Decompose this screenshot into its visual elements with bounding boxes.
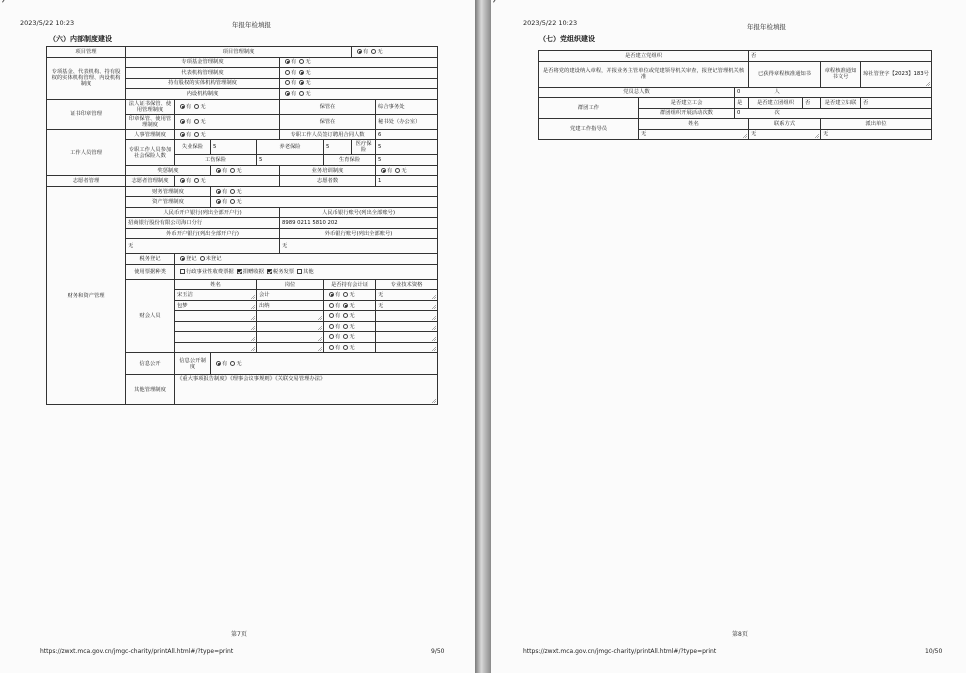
field-label: 是否建立党组织 (539, 51, 749, 62)
field-label: 生育保险 (324, 155, 376, 166)
field-label: 是否建立工会 (639, 98, 735, 109)
field-label: 信息公开 (126, 353, 175, 375)
row-label: 志愿者管理 (47, 176, 126, 187)
radio-yes-icon[interactable] (381, 168, 386, 173)
field-label: 项目管理制度 (126, 47, 352, 58)
radio-no-icon[interactable] (194, 119, 199, 124)
name-cell[interactable] (175, 311, 257, 322)
title-cell[interactable]: 无 (376, 300, 438, 311)
field-value: 6 (376, 129, 438, 140)
radio-no-icon[interactable] (343, 313, 348, 318)
column-header: 外币开户银行(列出全部开户行) (126, 228, 280, 239)
radio-yes-icon[interactable] (216, 189, 221, 194)
field-value: 无 (280, 239, 438, 254)
radio-group[interactable]: 有 无 (175, 99, 280, 114)
radio-no-icon[interactable] (395, 168, 400, 173)
print-page-count: 9/50 (431, 648, 445, 655)
field-value: 秘书处（办公室） (376, 114, 438, 129)
field-value: 5 (376, 140, 438, 155)
members-value: 0 (737, 89, 741, 96)
radio-yes-icon[interactable] (329, 324, 334, 329)
field-label: 医疗保险 (352, 140, 376, 155)
radio-yes-icon[interactable] (329, 334, 334, 339)
field-label: 印章保管、使用管理制度 (126, 114, 175, 129)
post-cell[interactable] (257, 342, 324, 353)
row-label: 工作人员管理 (47, 129, 126, 176)
field-label: 代表机构管理制度 (126, 68, 280, 79)
radio-no-icon[interactable] (194, 178, 199, 183)
field-value: 否 (803, 98, 821, 109)
field-label: 是否建立团组织 (749, 98, 803, 109)
checkbox-icon[interactable] (180, 269, 185, 274)
field-label: 资产管理制度 (126, 197, 211, 208)
field-label: 保管在 (280, 114, 376, 129)
radio-no-icon[interactable] (230, 168, 235, 173)
radio-yes-icon[interactable] (329, 292, 334, 297)
radio-group[interactable]: 有 无 (211, 186, 438, 197)
field-value: 5 (324, 140, 352, 155)
radio-group[interactable]: 有 无 (324, 290, 376, 301)
checkbox-checked-icon[interactable] (267, 269, 272, 274)
table-row (47, 176, 438, 187)
print-page-count: 10/50 (925, 648, 943, 655)
field-value: 否 (861, 98, 932, 109)
column-header: 派出单位 (821, 119, 932, 130)
radio-group[interactable]: 有 无 (324, 321, 376, 332)
radio-group[interactable]: 有 无 (324, 311, 376, 322)
field-label: 使用票据种类 (126, 264, 175, 279)
column-header: 专业技术资格 (376, 279, 438, 290)
activities-value: 0 (737, 110, 741, 117)
radio-yes-icon[interactable] (285, 80, 290, 85)
radio-registered-icon[interactable] (180, 256, 185, 261)
field-label: 财务管理制度 (126, 186, 211, 197)
radio-no-icon[interactable] (230, 199, 235, 204)
field-label: 人事管理制度 (126, 129, 175, 140)
table-row (47, 47, 438, 58)
radio-no-icon[interactable] (299, 80, 304, 85)
field-label: 章程核准通知书文号 (821, 61, 861, 87)
radio-group[interactable]: 有 无 (352, 47, 438, 58)
field-value: 5 (257, 155, 324, 166)
radio-no-icon[interactable] (343, 345, 348, 350)
row-label: 专项基金、代表机构、持有股权的实体机构管理、内设机构制度 (47, 57, 126, 99)
print-page-left (0, 0, 475, 673)
radio-yes-icon[interactable] (285, 70, 290, 75)
field-value (735, 87, 932, 98)
column-header: 联系方式 (749, 119, 821, 130)
section-title: （七）党组织建设 (539, 35, 595, 43)
field-value: 招商银行股份有限公司海口分行 (126, 218, 280, 229)
radio-no-icon[interactable] (194, 104, 199, 109)
radio-no-icon[interactable] (230, 361, 235, 366)
field-value (735, 108, 932, 119)
radio-no-icon[interactable] (299, 59, 304, 64)
field-label: 法人证书保管、使用管理制度 (126, 99, 175, 114)
activities-unit: 次 (774, 110, 780, 117)
radio-no-icon[interactable] (343, 324, 348, 329)
radio-yes-icon[interactable] (329, 313, 334, 318)
field-value: 5 (211, 140, 257, 155)
column-header: 姓名 (639, 119, 749, 130)
post-cell[interactable] (257, 311, 324, 322)
column-header: 岗位 (257, 279, 324, 290)
column-header: 人民币银行账号(列出全部账号) (280, 207, 438, 218)
field-label: 志愿者管理制度 (126, 176, 175, 187)
name-cell[interactable]: 包梦 (175, 300, 257, 311)
field-label: 其他管理制度 (126, 375, 175, 405)
title-cell[interactable] (376, 321, 438, 332)
field-label: 党员总人数 (539, 87, 735, 98)
print-timestamp: 2023/5/22 10:23 (523, 19, 578, 27)
title-cell[interactable] (376, 332, 438, 343)
row-label: 群团工作 (539, 98, 639, 119)
row-label: 财务和资产管理 (47, 186, 126, 405)
title-cell[interactable] (376, 311, 438, 322)
table-row (539, 87, 932, 98)
instructor-unit[interactable]: 无 (821, 129, 932, 140)
page-number: 第8页 (732, 631, 748, 638)
table-row (539, 98, 932, 109)
party-table (538, 50, 932, 140)
column-header: 姓名 (175, 279, 257, 290)
checkbox-group[interactable]: 行政事业性收费票据 捐赠收据 税务发票 其他 (175, 264, 438, 279)
radio-yes-icon[interactable] (285, 91, 290, 96)
radio-yes-icon[interactable] (285, 59, 290, 64)
radio-yes-icon[interactable] (329, 303, 334, 308)
table-row (539, 61, 932, 87)
radio-yes-icon[interactable] (216, 199, 221, 204)
field-label: 税务登记 (126, 254, 175, 265)
field-label: 专职工作人员参加社会保险人数 (126, 140, 175, 166)
field-label: 工伤保险 (175, 155, 257, 166)
radio-yes-icon[interactable] (216, 361, 221, 366)
radio-group[interactable]: 有 无 (211, 197, 438, 208)
section-title: （六）内部制度建设 (49, 35, 112, 43)
field-label: 志愿者数 (280, 176, 376, 187)
table-row (47, 57, 438, 68)
internal-system-table (46, 46, 438, 405)
radio-yes-icon[interactable] (180, 178, 185, 183)
radio-no-icon[interactable] (194, 132, 199, 137)
table-row (47, 99, 438, 114)
field-label: 失业保险 (175, 140, 211, 155)
radio-group[interactable]: 登记 未登记 (175, 254, 438, 265)
field-value: 1 (376, 176, 438, 187)
column-header: 外币银行账号(列出全部账号) (280, 228, 438, 239)
radio-no-icon[interactable] (343, 303, 348, 308)
radio-group[interactable]: 有 无 (376, 165, 438, 176)
table-row (47, 186, 438, 197)
radio-group[interactable]: 有 无 (175, 129, 280, 140)
radio-group[interactable]: 有 无 (280, 78, 438, 89)
radio-group[interactable]: 有 无 (324, 300, 376, 311)
checkbox-checked-icon[interactable] (237, 269, 242, 274)
field-value[interactable]: 琼社管登字【2023】183号 (861, 61, 932, 87)
print-header: 年报年检填报 (747, 23, 786, 31)
radio-no-icon[interactable] (299, 91, 304, 96)
field-value: 否 (749, 51, 932, 62)
field-label: 持有股权的实体机构管理制度 (126, 78, 280, 89)
radio-yes-icon[interactable] (180, 104, 185, 109)
print-header: 年报年检填报 (232, 21, 271, 29)
instructor-name[interactable]: 无 (639, 129, 749, 140)
name-cell[interactable] (175, 321, 257, 332)
page-number: 第7页 (231, 631, 247, 638)
radio-no-icon[interactable] (230, 189, 235, 194)
field-label: 信息公开制度 (175, 353, 211, 375)
row-label: 证书印章管理 (47, 99, 126, 129)
page-gutter (475, 0, 491, 673)
radio-group[interactable]: 有 无 (324, 342, 376, 353)
radio-no-icon[interactable] (343, 334, 348, 339)
print-page-right (491, 0, 966, 673)
radio-group[interactable]: 有 无 (280, 57, 438, 68)
field-label: 养老保险 (257, 140, 324, 155)
post-cell[interactable]: 出纳 (257, 300, 324, 311)
row-label: 项目管理 (47, 47, 126, 58)
title-cell[interactable]: 无 (376, 290, 438, 301)
radio-yes-icon[interactable] (329, 345, 334, 350)
field-label: 专项基金管理制度 (126, 57, 280, 68)
column-header: 是否持有会计证 (324, 279, 376, 290)
field-value: 已获得章程核准通知书 (749, 61, 821, 87)
column-header: 人民币开户银行(列出全部开户行) (126, 207, 280, 218)
field-label: 是否建立妇联 (821, 98, 861, 109)
field-label: 内设机构制度 (126, 89, 280, 100)
name-cell[interactable] (175, 342, 257, 353)
radio-yes-icon[interactable] (357, 49, 362, 54)
field-label: 财会人员 (126, 279, 175, 353)
title-cell[interactable] (376, 342, 438, 353)
radio-no-icon[interactable] (299, 70, 304, 75)
field-label: 保管在 (280, 99, 376, 114)
post-cell[interactable] (257, 321, 324, 332)
print-url: https://zwxt.mca.gov.cn/jmgc-charity/printAll.html#/?type=print (523, 648, 717, 655)
radio-yes-icon[interactable] (180, 119, 185, 124)
field-value: 综合事务处 (376, 99, 438, 114)
field-value: 5 (376, 155, 438, 166)
instructor-contact[interactable]: 无 (749, 129, 821, 140)
table-row (47, 129, 438, 140)
field-label: 业务培训制度 (280, 165, 376, 176)
table-row (539, 51, 932, 62)
radio-no-icon[interactable] (343, 292, 348, 297)
radio-yes-icon[interactable] (180, 132, 185, 137)
field-label: 是否将党的建设纳入章程，并报业务主管单位或党建领导机关审查，报登记管理机关核准 (539, 61, 749, 87)
field-value: 是 (735, 98, 749, 109)
radio-group[interactable]: 有 无 (280, 68, 438, 79)
radio-group[interactable]: 有 无 (175, 176, 280, 187)
radio-yes-icon[interactable] (216, 168, 221, 173)
radio-group[interactable]: 有 无 (280, 89, 438, 100)
radio-no-icon[interactable] (371, 49, 376, 54)
table-row (539, 119, 932, 130)
field-value[interactable]: 《重大事项报告制度》《理事会议事规则》《关联交易管理办法》 (175, 375, 438, 405)
radio-group[interactable]: 有 无 (211, 353, 438, 375)
name-cell[interactable]: 宋玉洁 (175, 290, 257, 301)
radio-group[interactable]: 有 无 (211, 165, 280, 176)
checkbox-icon[interactable] (297, 269, 302, 274)
radio-group[interactable]: 有 无 (324, 332, 376, 343)
row-label: 党建工作指导员 (539, 119, 639, 140)
field-value: 无 (126, 239, 280, 254)
print-url: https://zwxt.mca.gov.cn/jmgc-charity/printAll.html#/?type=print (40, 648, 234, 655)
field-label: 奖惩制度 (126, 165, 211, 176)
field-label: 群团组织开展活动次数 (639, 108, 735, 119)
field-value: 8989 0211 5810 202 (280, 218, 438, 229)
field-label: 专职工作人员签订聘用合同人数 (280, 129, 376, 140)
name-cell[interactable] (175, 332, 257, 343)
post-cell[interactable] (257, 332, 324, 343)
post-cell[interactable]: 会计 (257, 290, 324, 301)
members-unit: 人 (774, 89, 780, 96)
radio-unregistered-icon[interactable] (200, 256, 205, 261)
print-timestamp: 2023/5/22 10:23 (20, 19, 75, 27)
radio-group[interactable]: 有 无 (175, 114, 280, 129)
